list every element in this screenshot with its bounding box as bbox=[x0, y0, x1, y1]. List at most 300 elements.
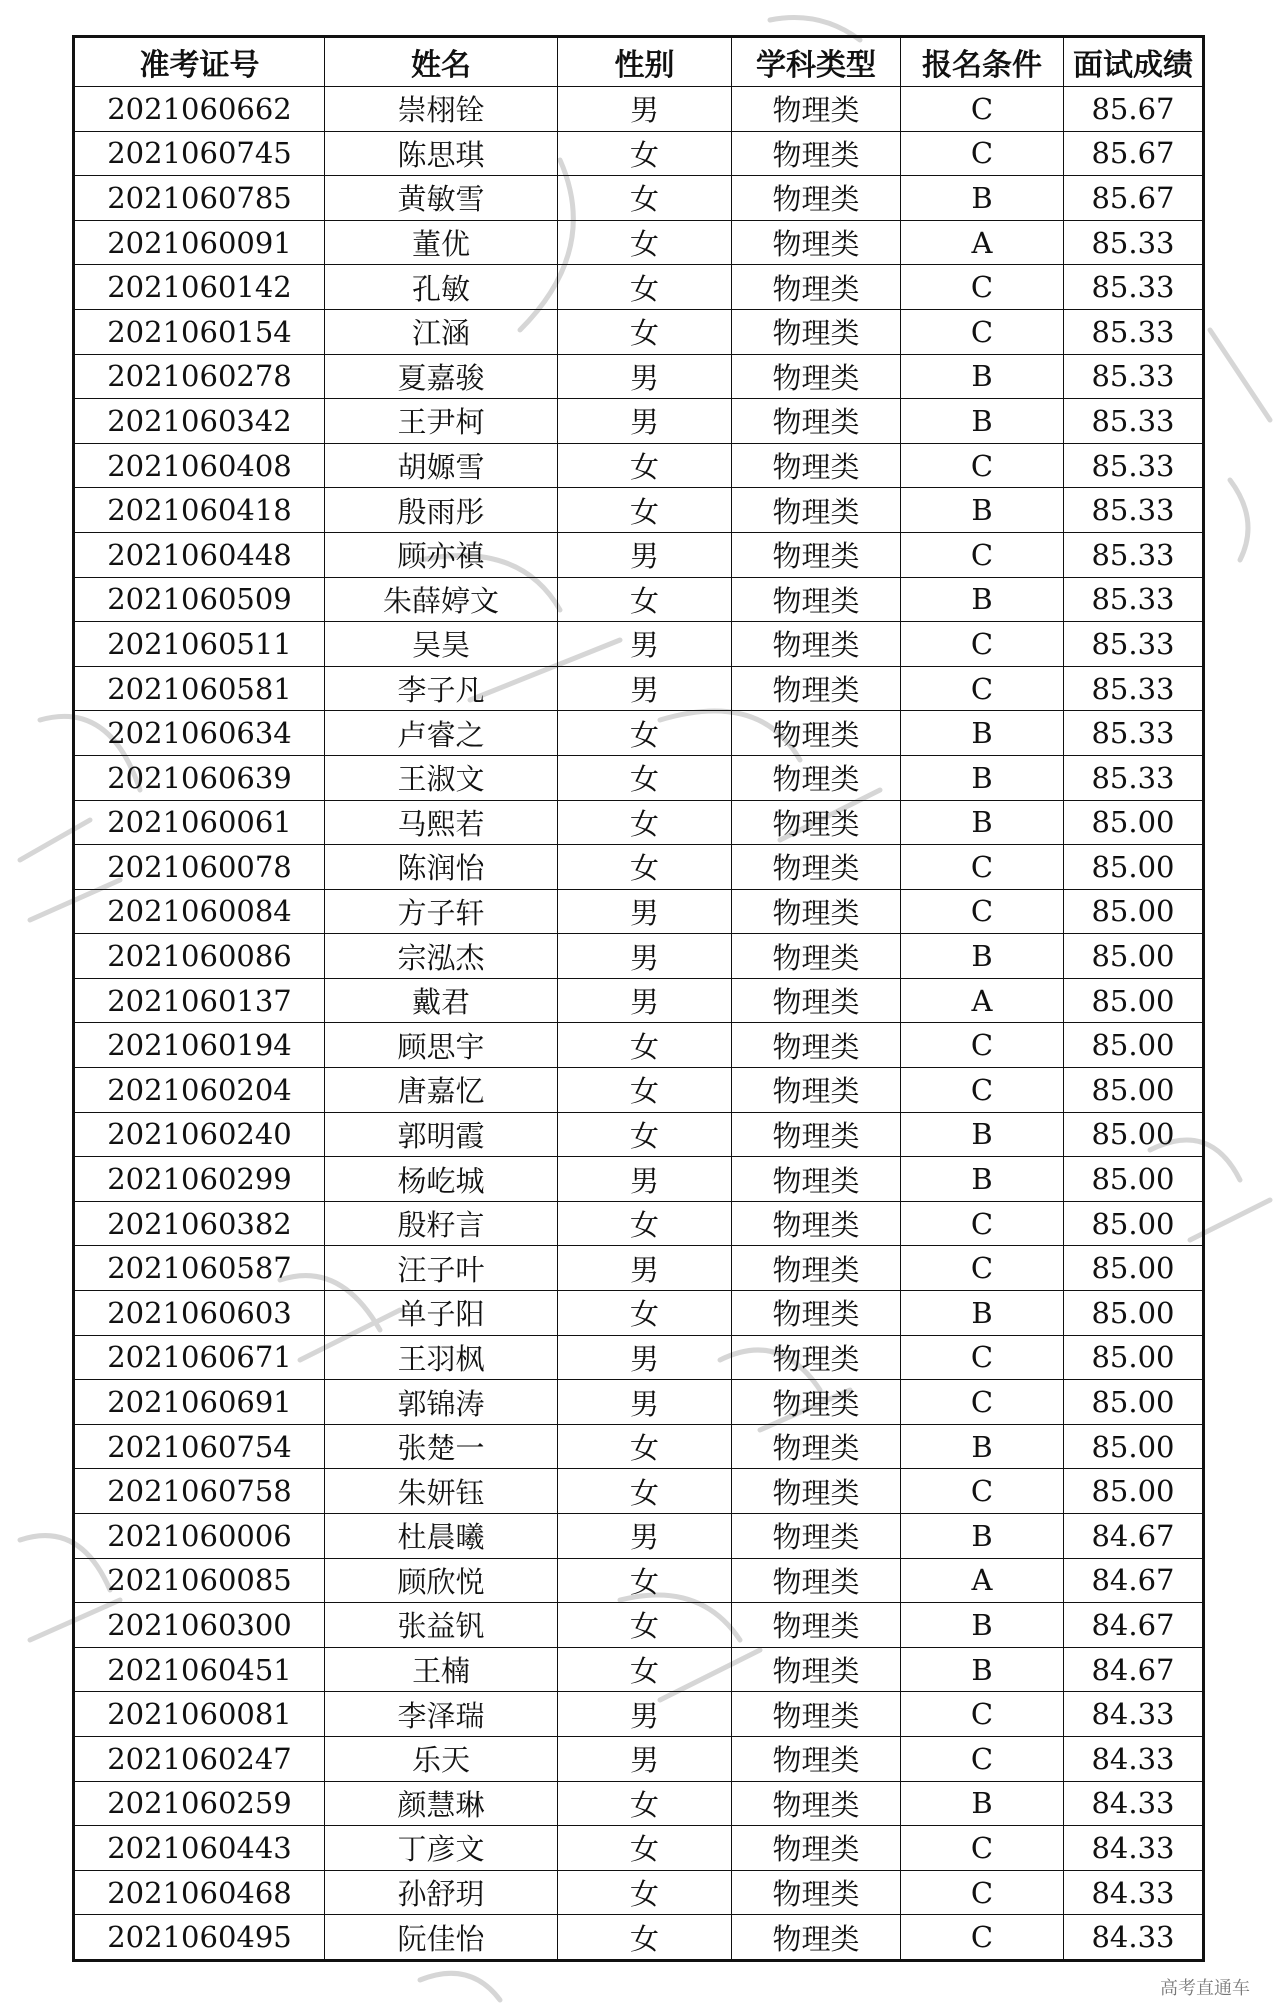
cell-name: 顾欣悦 bbox=[325, 1558, 558, 1603]
cell-exam-id: 2021060091 bbox=[74, 220, 325, 265]
cell-exam-id: 2021060408 bbox=[74, 443, 325, 488]
cell-interview-score: 84.33 bbox=[1064, 1692, 1204, 1737]
cell-application-condition: C bbox=[901, 443, 1064, 488]
cell-interview-score: 85.00 bbox=[1064, 1201, 1204, 1246]
cell-exam-id: 2021060006 bbox=[74, 1514, 325, 1559]
table-row bbox=[74, 1781, 1204, 1826]
cell-gender: 女 bbox=[558, 1112, 732, 1157]
cell-application-condition: C bbox=[901, 1870, 1064, 1915]
cell-subject-type: 物理类 bbox=[732, 131, 901, 176]
cell-interview-score: 84.33 bbox=[1064, 1781, 1204, 1826]
cell-application-condition: B bbox=[901, 800, 1064, 845]
cell-name: 王楠 bbox=[325, 1647, 558, 1692]
cell-gender: 女 bbox=[558, 1603, 732, 1648]
cell-exam-id: 2021060587 bbox=[74, 1246, 325, 1291]
cell-subject-type: 物理类 bbox=[732, 87, 901, 132]
table-row bbox=[74, 1870, 1204, 1915]
cell-subject-type: 物理类 bbox=[732, 1380, 901, 1425]
table-row bbox=[74, 1246, 1204, 1291]
table-row bbox=[74, 711, 1204, 756]
cell-name: 陈思琪 bbox=[325, 131, 558, 176]
cell-name: 宗泓杰 bbox=[325, 934, 558, 979]
cell-gender: 女 bbox=[558, 488, 732, 533]
cell-exam-id: 2021060137 bbox=[74, 978, 325, 1023]
cell-exam-id: 2021060086 bbox=[74, 934, 325, 979]
cell-interview-score: 84.33 bbox=[1064, 1870, 1204, 1915]
cell-interview-score: 85.00 bbox=[1064, 934, 1204, 979]
cell-gender: 男 bbox=[558, 1380, 732, 1425]
table-row bbox=[74, 1736, 1204, 1781]
cell-name: 郭明霞 bbox=[325, 1112, 558, 1157]
cell-gender: 女 bbox=[558, 1469, 732, 1514]
cell-application-condition: C bbox=[901, 1380, 1064, 1425]
table-row bbox=[74, 443, 1204, 488]
cell-gender: 女 bbox=[558, 711, 732, 756]
cell-application-condition: B bbox=[901, 711, 1064, 756]
cell-exam-id: 2021060194 bbox=[74, 1023, 325, 1068]
cell-application-condition: B bbox=[901, 399, 1064, 444]
table-header-row bbox=[74, 37, 1204, 87]
cell-interview-score: 85.33 bbox=[1064, 354, 1204, 399]
cell-name: 黄敏雪 bbox=[325, 176, 558, 221]
cell-interview-score: 85.00 bbox=[1064, 978, 1204, 1023]
cell-exam-id: 2021060259 bbox=[74, 1781, 325, 1826]
cell-subject-type: 物理类 bbox=[732, 1291, 901, 1336]
cell-name: 戴君 bbox=[325, 978, 558, 1023]
cell-gender: 女 bbox=[558, 1870, 732, 1915]
cell-exam-id: 2021060247 bbox=[74, 1736, 325, 1781]
cell-subject-type: 物理类 bbox=[732, 1335, 901, 1380]
cell-gender: 女 bbox=[558, 309, 732, 354]
cell-subject-type: 物理类 bbox=[732, 1826, 901, 1871]
source-tag: 高考直通车 bbox=[1160, 1978, 1250, 1999]
cell-subject-type: 物理类 bbox=[732, 978, 901, 1023]
table-row bbox=[74, 1335, 1204, 1380]
cell-name: 夏嘉骏 bbox=[325, 354, 558, 399]
cell-name: 崇栩铨 bbox=[325, 87, 558, 132]
cell-name: 卢睿之 bbox=[325, 711, 558, 756]
cell-gender: 女 bbox=[558, 1826, 732, 1871]
cell-interview-score: 85.33 bbox=[1064, 532, 1204, 577]
cell-application-condition: C bbox=[901, 1826, 1064, 1871]
table-row bbox=[74, 488, 1204, 533]
cell-subject-type: 物理类 bbox=[732, 176, 901, 221]
header-subject-type: 学科类型 bbox=[732, 37, 901, 87]
cell-exam-id: 2021060142 bbox=[74, 265, 325, 310]
table-row bbox=[74, 87, 1204, 132]
cell-exam-id: 2021060443 bbox=[74, 1826, 325, 1871]
table-row bbox=[74, 532, 1204, 577]
table-row bbox=[74, 1647, 1204, 1692]
cell-application-condition: C bbox=[901, 265, 1064, 310]
cell-application-condition: B bbox=[901, 488, 1064, 533]
cell-gender: 男 bbox=[558, 934, 732, 979]
cell-interview-score: 85.00 bbox=[1064, 1424, 1204, 1469]
cell-application-condition: C bbox=[901, 131, 1064, 176]
cell-exam-id: 2021060078 bbox=[74, 845, 325, 890]
cell-name: 单子阳 bbox=[325, 1291, 558, 1336]
cell-subject-type: 物理类 bbox=[732, 1246, 901, 1291]
cell-subject-type: 物理类 bbox=[732, 1736, 901, 1781]
cell-application-condition: B bbox=[901, 1291, 1064, 1336]
table-row bbox=[74, 577, 1204, 622]
cell-subject-type: 物理类 bbox=[732, 1692, 901, 1737]
cell-application-condition: C bbox=[901, 1068, 1064, 1113]
cell-interview-score: 85.00 bbox=[1064, 1335, 1204, 1380]
cell-gender: 女 bbox=[558, 220, 732, 265]
cell-subject-type: 物理类 bbox=[732, 354, 901, 399]
cell-exam-id: 2021060342 bbox=[74, 399, 325, 444]
cell-interview-score: 84.33 bbox=[1064, 1915, 1204, 1961]
table-row bbox=[74, 220, 1204, 265]
cell-exam-id: 2021060509 bbox=[74, 577, 325, 622]
table-row bbox=[74, 1558, 1204, 1603]
cell-exam-id: 2021060745 bbox=[74, 131, 325, 176]
cell-subject-type: 物理类 bbox=[732, 399, 901, 444]
cell-name: 汪子叶 bbox=[325, 1246, 558, 1291]
cell-name: 吴昊 bbox=[325, 622, 558, 667]
cell-gender: 女 bbox=[558, 1023, 732, 1068]
cell-gender: 男 bbox=[558, 399, 732, 444]
cell-application-condition: C bbox=[901, 889, 1064, 934]
table-row bbox=[74, 131, 1204, 176]
cell-interview-score: 85.00 bbox=[1064, 889, 1204, 934]
cell-name: 江涵 bbox=[325, 309, 558, 354]
cell-name: 杨屹城 bbox=[325, 1157, 558, 1202]
cell-name: 孔敏 bbox=[325, 265, 558, 310]
cell-name: 顾思宇 bbox=[325, 1023, 558, 1068]
cell-interview-score: 85.33 bbox=[1064, 711, 1204, 756]
cell-gender: 男 bbox=[558, 666, 732, 711]
cell-application-condition: B bbox=[901, 1781, 1064, 1826]
cell-application-condition: B bbox=[901, 1603, 1064, 1648]
cell-interview-score: 85.00 bbox=[1064, 845, 1204, 890]
cell-exam-id: 2021060662 bbox=[74, 87, 325, 132]
cell-interview-score: 85.33 bbox=[1064, 622, 1204, 667]
cell-exam-id: 2021060634 bbox=[74, 711, 325, 756]
cell-gender: 女 bbox=[558, 265, 732, 310]
cell-gender: 男 bbox=[558, 1335, 732, 1380]
cell-subject-type: 物理类 bbox=[732, 1157, 901, 1202]
cell-application-condition: C bbox=[901, 1246, 1064, 1291]
cell-subject-type: 物理类 bbox=[732, 934, 901, 979]
cell-name: 胡嫄雪 bbox=[325, 443, 558, 488]
cell-application-condition: B bbox=[901, 755, 1064, 800]
table-row bbox=[74, 1692, 1204, 1737]
table-row bbox=[74, 622, 1204, 667]
cell-application-condition: B bbox=[901, 1112, 1064, 1157]
table-row bbox=[74, 1157, 1204, 1202]
cell-subject-type: 物理类 bbox=[732, 1781, 901, 1826]
table-row bbox=[74, 309, 1204, 354]
cell-subject-type: 物理类 bbox=[732, 1647, 901, 1692]
cell-subject-type: 物理类 bbox=[732, 889, 901, 934]
cell-application-condition: C bbox=[901, 1335, 1064, 1380]
cell-subject-type: 物理类 bbox=[732, 666, 901, 711]
header-name: 姓名 bbox=[325, 37, 558, 87]
cell-gender: 女 bbox=[558, 1291, 732, 1336]
cell-name: 郭锦涛 bbox=[325, 1380, 558, 1425]
cell-gender: 男 bbox=[558, 1692, 732, 1737]
cell-name: 王淑文 bbox=[325, 755, 558, 800]
cell-exam-id: 2021060448 bbox=[74, 532, 325, 577]
cell-gender: 女 bbox=[558, 131, 732, 176]
cell-gender: 女 bbox=[558, 800, 732, 845]
cell-interview-score: 85.00 bbox=[1064, 1246, 1204, 1291]
cell-subject-type: 物理类 bbox=[732, 1558, 901, 1603]
header-interview-score: 面试成绩 bbox=[1064, 37, 1204, 87]
cell-name: 殷籽言 bbox=[325, 1201, 558, 1246]
cell-interview-score: 85.00 bbox=[1064, 1291, 1204, 1336]
cell-exam-id: 2021060468 bbox=[74, 1870, 325, 1915]
table-row bbox=[74, 399, 1204, 444]
cell-exam-id: 2021060581 bbox=[74, 666, 325, 711]
cell-application-condition: B bbox=[901, 176, 1064, 221]
table-row bbox=[74, 265, 1204, 310]
cell-subject-type: 物理类 bbox=[732, 443, 901, 488]
cell-interview-score: 85.00 bbox=[1064, 1023, 1204, 1068]
cell-application-condition: C bbox=[901, 1915, 1064, 1961]
header-exam-id: 准考证号 bbox=[74, 37, 325, 87]
cell-interview-score: 85.33 bbox=[1064, 488, 1204, 533]
table-row bbox=[74, 845, 1204, 890]
cell-interview-score: 85.00 bbox=[1064, 1469, 1204, 1514]
cell-subject-type: 物理类 bbox=[732, 711, 901, 756]
cell-subject-type: 物理类 bbox=[732, 1112, 901, 1157]
cell-gender: 女 bbox=[558, 1201, 732, 1246]
cell-name: 殷雨彤 bbox=[325, 488, 558, 533]
cell-name: 丁彦文 bbox=[325, 1826, 558, 1871]
cell-exam-id: 2021060204 bbox=[74, 1068, 325, 1113]
cell-name: 阮佳怡 bbox=[325, 1915, 558, 1961]
cell-interview-score: 85.33 bbox=[1064, 399, 1204, 444]
cell-interview-score: 85.00 bbox=[1064, 800, 1204, 845]
cell-exam-id: 2021060758 bbox=[74, 1469, 325, 1514]
cell-interview-score: 85.67 bbox=[1064, 131, 1204, 176]
table-row bbox=[74, 1291, 1204, 1336]
cell-exam-id: 2021060061 bbox=[74, 800, 325, 845]
cell-exam-id: 2021060495 bbox=[74, 1915, 325, 1961]
cell-interview-score: 85.00 bbox=[1064, 1380, 1204, 1425]
cell-interview-score: 84.67 bbox=[1064, 1603, 1204, 1648]
cell-exam-id: 2021060418 bbox=[74, 488, 325, 533]
cell-application-condition: B bbox=[901, 1424, 1064, 1469]
cell-gender: 女 bbox=[558, 1915, 732, 1961]
cell-interview-score: 84.33 bbox=[1064, 1826, 1204, 1871]
cell-gender: 男 bbox=[558, 1736, 732, 1781]
cell-exam-id: 2021060300 bbox=[74, 1603, 325, 1648]
cell-subject-type: 物理类 bbox=[732, 1201, 901, 1246]
cell-exam-id: 2021060671 bbox=[74, 1335, 325, 1380]
cell-name: 颜慧琳 bbox=[325, 1781, 558, 1826]
table-row bbox=[74, 1201, 1204, 1246]
table-row bbox=[74, 176, 1204, 221]
cell-application-condition: A bbox=[901, 1558, 1064, 1603]
cell-subject-type: 物理类 bbox=[732, 220, 901, 265]
cell-gender: 女 bbox=[558, 755, 732, 800]
cell-interview-score: 85.67 bbox=[1064, 176, 1204, 221]
table-row bbox=[74, 1915, 1204, 1961]
cell-subject-type: 物理类 bbox=[732, 488, 901, 533]
cell-exam-id: 2021060511 bbox=[74, 622, 325, 667]
table-row bbox=[74, 1469, 1204, 1514]
cell-interview-score: 84.67 bbox=[1064, 1514, 1204, 1559]
table-body bbox=[74, 87, 1204, 1961]
cell-subject-type: 物理类 bbox=[732, 755, 901, 800]
cell-subject-type: 物理类 bbox=[732, 1424, 901, 1469]
table-row bbox=[74, 1603, 1204, 1648]
cell-exam-id: 2021060603 bbox=[74, 1291, 325, 1336]
cell-application-condition: B bbox=[901, 1647, 1064, 1692]
cell-application-condition: A bbox=[901, 978, 1064, 1023]
cell-name: 孙舒玥 bbox=[325, 1870, 558, 1915]
header-gender: 性别 bbox=[558, 37, 732, 87]
cell-exam-id: 2021060691 bbox=[74, 1380, 325, 1425]
cell-name: 顾亦禛 bbox=[325, 532, 558, 577]
cell-interview-score: 85.00 bbox=[1064, 1068, 1204, 1113]
cell-gender: 男 bbox=[558, 1246, 732, 1291]
cell-gender: 女 bbox=[558, 1647, 732, 1692]
cell-exam-id: 2021060382 bbox=[74, 1201, 325, 1246]
cell-application-condition: B bbox=[901, 1514, 1064, 1559]
cell-application-condition: C bbox=[901, 532, 1064, 577]
cell-interview-score: 85.00 bbox=[1064, 1157, 1204, 1202]
cell-subject-type: 物理类 bbox=[732, 309, 901, 354]
cell-exam-id: 2021060084 bbox=[74, 889, 325, 934]
cell-subject-type: 物理类 bbox=[732, 622, 901, 667]
cell-application-condition: C bbox=[901, 622, 1064, 667]
table-row bbox=[74, 755, 1204, 800]
cell-gender: 男 bbox=[558, 532, 732, 577]
cell-application-condition: C bbox=[901, 845, 1064, 890]
cell-application-condition: C bbox=[901, 1023, 1064, 1068]
table-row bbox=[74, 1424, 1204, 1469]
cell-interview-score: 84.67 bbox=[1064, 1647, 1204, 1692]
interview-score-table bbox=[72, 35, 1205, 1962]
cell-interview-score: 84.67 bbox=[1064, 1558, 1204, 1603]
cell-gender: 男 bbox=[558, 889, 732, 934]
cell-name: 朱薛婷文 bbox=[325, 577, 558, 622]
cell-gender: 女 bbox=[558, 1558, 732, 1603]
cell-subject-type: 物理类 bbox=[732, 1514, 901, 1559]
cell-name: 马熙若 bbox=[325, 800, 558, 845]
table-row bbox=[74, 666, 1204, 711]
cell-application-condition: C bbox=[901, 309, 1064, 354]
cell-application-condition: A bbox=[901, 220, 1064, 265]
cell-gender: 男 bbox=[558, 1514, 732, 1559]
cell-gender: 男 bbox=[558, 978, 732, 1023]
cell-gender: 女 bbox=[558, 176, 732, 221]
cell-subject-type: 物理类 bbox=[732, 800, 901, 845]
cell-application-condition: C bbox=[901, 1736, 1064, 1781]
cell-application-condition: C bbox=[901, 1201, 1064, 1246]
table-row bbox=[74, 1380, 1204, 1425]
cell-application-condition: C bbox=[901, 87, 1064, 132]
cell-interview-score: 85.33 bbox=[1064, 220, 1204, 265]
cell-subject-type: 物理类 bbox=[732, 845, 901, 890]
cell-name: 李子凡 bbox=[325, 666, 558, 711]
cell-exam-id: 2021060240 bbox=[74, 1112, 325, 1157]
cell-exam-id: 2021060299 bbox=[74, 1157, 325, 1202]
cell-interview-score: 84.33 bbox=[1064, 1736, 1204, 1781]
cell-application-condition: B bbox=[901, 354, 1064, 399]
cell-name: 张益钒 bbox=[325, 1603, 558, 1648]
cell-subject-type: 物理类 bbox=[732, 577, 901, 622]
cell-gender: 男 bbox=[558, 87, 732, 132]
cell-gender: 女 bbox=[558, 577, 732, 622]
cell-application-condition: B bbox=[901, 577, 1064, 622]
cell-name: 李泽瑞 bbox=[325, 1692, 558, 1737]
cell-name: 杜晨曦 bbox=[325, 1514, 558, 1559]
cell-name: 王羽枫 bbox=[325, 1335, 558, 1380]
cell-interview-score: 85.33 bbox=[1064, 265, 1204, 310]
cell-name: 朱妍钰 bbox=[325, 1469, 558, 1514]
cell-application-condition: C bbox=[901, 666, 1064, 711]
table-row bbox=[74, 1068, 1204, 1113]
cell-exam-id: 2021060081 bbox=[74, 1692, 325, 1737]
cell-name: 陈润怡 bbox=[325, 845, 558, 890]
cell-interview-score: 85.67 bbox=[1064, 87, 1204, 132]
cell-gender: 女 bbox=[558, 845, 732, 890]
cell-exam-id: 2021060785 bbox=[74, 176, 325, 221]
cell-subject-type: 物理类 bbox=[732, 265, 901, 310]
cell-exam-id: 2021060085 bbox=[74, 1558, 325, 1603]
cell-application-condition: C bbox=[901, 1692, 1064, 1737]
cell-gender: 女 bbox=[558, 443, 732, 488]
table-row bbox=[74, 1826, 1204, 1871]
table-row bbox=[74, 1112, 1204, 1157]
cell-subject-type: 物理类 bbox=[732, 1870, 901, 1915]
cell-gender: 女 bbox=[558, 1068, 732, 1113]
table-row bbox=[74, 978, 1204, 1023]
cell-gender: 男 bbox=[558, 354, 732, 399]
table-row bbox=[74, 889, 1204, 934]
cell-subject-type: 物理类 bbox=[732, 1023, 901, 1068]
header-application-condition: 报名条件 bbox=[901, 37, 1064, 87]
table-row bbox=[74, 1023, 1204, 1068]
cell-gender: 女 bbox=[558, 1424, 732, 1469]
cell-name: 王尹柯 bbox=[325, 399, 558, 444]
cell-interview-score: 85.33 bbox=[1064, 755, 1204, 800]
cell-exam-id: 2021060639 bbox=[74, 755, 325, 800]
table-row bbox=[74, 934, 1204, 979]
cell-interview-score: 85.00 bbox=[1064, 1112, 1204, 1157]
table-row bbox=[74, 354, 1204, 399]
cell-subject-type: 物理类 bbox=[732, 532, 901, 577]
cell-interview-score: 85.33 bbox=[1064, 577, 1204, 622]
cell-subject-type: 物理类 bbox=[732, 1603, 901, 1648]
cell-gender: 女 bbox=[558, 1781, 732, 1826]
cell-name: 唐嘉忆 bbox=[325, 1068, 558, 1113]
cell-interview-score: 85.33 bbox=[1064, 666, 1204, 711]
cell-name: 张楚一 bbox=[325, 1424, 558, 1469]
cell-exam-id: 2021060451 bbox=[74, 1647, 325, 1692]
cell-subject-type: 物理类 bbox=[732, 1469, 901, 1514]
cell-gender: 男 bbox=[558, 622, 732, 667]
cell-gender: 男 bbox=[558, 1157, 732, 1202]
cell-name: 董优 bbox=[325, 220, 558, 265]
cell-application-condition: B bbox=[901, 934, 1064, 979]
cell-name: 乐天 bbox=[325, 1736, 558, 1781]
cell-subject-type: 物理类 bbox=[732, 1915, 901, 1961]
cell-exam-id: 2021060154 bbox=[74, 309, 325, 354]
table-row bbox=[74, 1514, 1204, 1559]
cell-application-condition: C bbox=[901, 1469, 1064, 1514]
cell-exam-id: 2021060754 bbox=[74, 1424, 325, 1469]
cell-interview-score: 85.33 bbox=[1064, 309, 1204, 354]
cell-application-condition: B bbox=[901, 1157, 1064, 1202]
cell-subject-type: 物理类 bbox=[732, 1068, 901, 1113]
